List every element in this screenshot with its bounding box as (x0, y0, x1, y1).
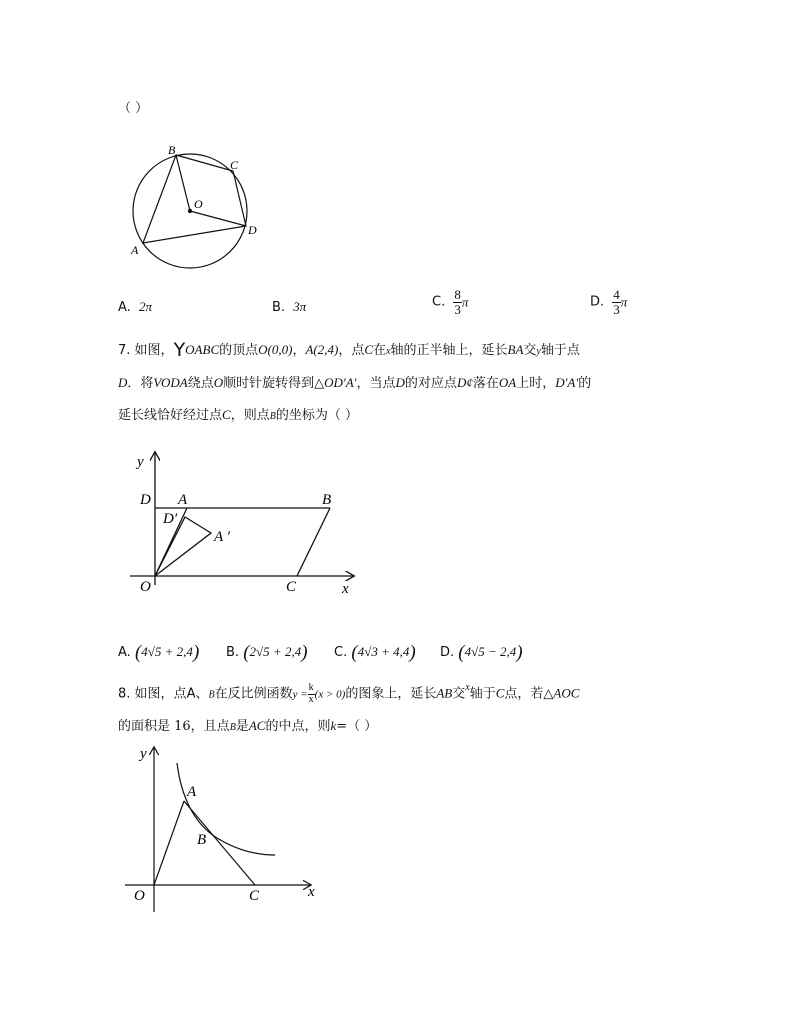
q6-radius-OB (176, 155, 190, 211)
q7-line-3: 延长线恰好经过点C，则点B的坐标为（ ） (118, 407, 358, 423)
q6-label-C: C (230, 158, 239, 172)
q7-parallelogram-figure (125, 445, 365, 605)
q8-label-C: C (249, 888, 260, 904)
q7-segment-BC (297, 508, 330, 576)
q6-label-A: A (131, 243, 139, 257)
q8-segment-OA (154, 801, 184, 885)
q7-label-O: O (140, 579, 151, 595)
q7-option-d[interactable]: D. (4√5 − 2,4) (440, 642, 523, 663)
q7-label-D-prime: D′ (163, 511, 178, 527)
q7-label-y: y (137, 454, 144, 470)
q6-option-c-fraction: $\frac{8}{3}$ (454, 287, 461, 317)
q7-line-1: 7. 如图，YOABC的顶点O(0,0)，A(2,4)，点C在x轴的正半轴上，延长BA交y轴于点 (118, 339, 580, 361)
q7-label-B: B (322, 492, 332, 508)
q6-answer-paren: （ ） (118, 101, 149, 116)
q6-circle-figure (120, 140, 270, 280)
q6-radius-OD (190, 211, 246, 226)
q8-line-1: 8. 如图，点A、B在反比例函数y = $\frac{k}{x}$ (x > 0)的图象上，延长AB交$^x$轴于C点，若△AOC (118, 682, 580, 705)
q7-option-a[interactable]: A. (4√5 + 2,4) (118, 642, 200, 663)
q6-center-dot (188, 209, 192, 213)
q8-label-A: A (187, 784, 197, 800)
q8-label-x: x (308, 884, 315, 900)
q6-label-B: B (168, 143, 176, 157)
q8-label-y: y (140, 746, 147, 762)
q8-segment-AC (184, 801, 255, 885)
q7-label-C: C (286, 579, 297, 595)
q6-option-d-fraction: $\frac{4}{3}$ (613, 287, 620, 317)
q7-label-D: D (140, 492, 151, 508)
q7-label-A-prime: A ′ (214, 529, 230, 545)
q6-option-b[interactable]: B. 3π (272, 299, 307, 315)
q8-label-B: B (197, 832, 207, 848)
q8-hyperbola-figure (125, 745, 325, 905)
q6-option-d[interactable]: D. $\frac{4}{3}$ π (590, 287, 628, 317)
q7-label-A: A (178, 492, 188, 508)
q6-option-c[interactable]: C. $\frac{8}{3}$ π (432, 287, 469, 317)
q8-label-O: O (134, 888, 145, 904)
q7-option-b[interactable]: B. (2√5 + 2,4) (226, 642, 308, 663)
q7-line-2: D．将VODA绕点O顺时针旋转得到△OD′A′，当点D的对应点D¢落在OA上时，D′A′的 (118, 375, 592, 391)
q8-hyperbola-curve (177, 763, 275, 855)
q6-label-D: D (248, 223, 257, 237)
q6-label-O: O (194, 197, 203, 211)
q7-label-x: x (342, 581, 349, 597)
q8-line-2: 的面积是 16，且点B是AC的中点，则k=（ ） (118, 718, 378, 734)
q8-function-fraction: $\frac{k}{x}$ (308, 682, 314, 705)
q7-option-c[interactable]: C. (4√3 + 4,4) (334, 642, 416, 663)
q6-option-a[interactable]: A. 2π (118, 299, 152, 315)
